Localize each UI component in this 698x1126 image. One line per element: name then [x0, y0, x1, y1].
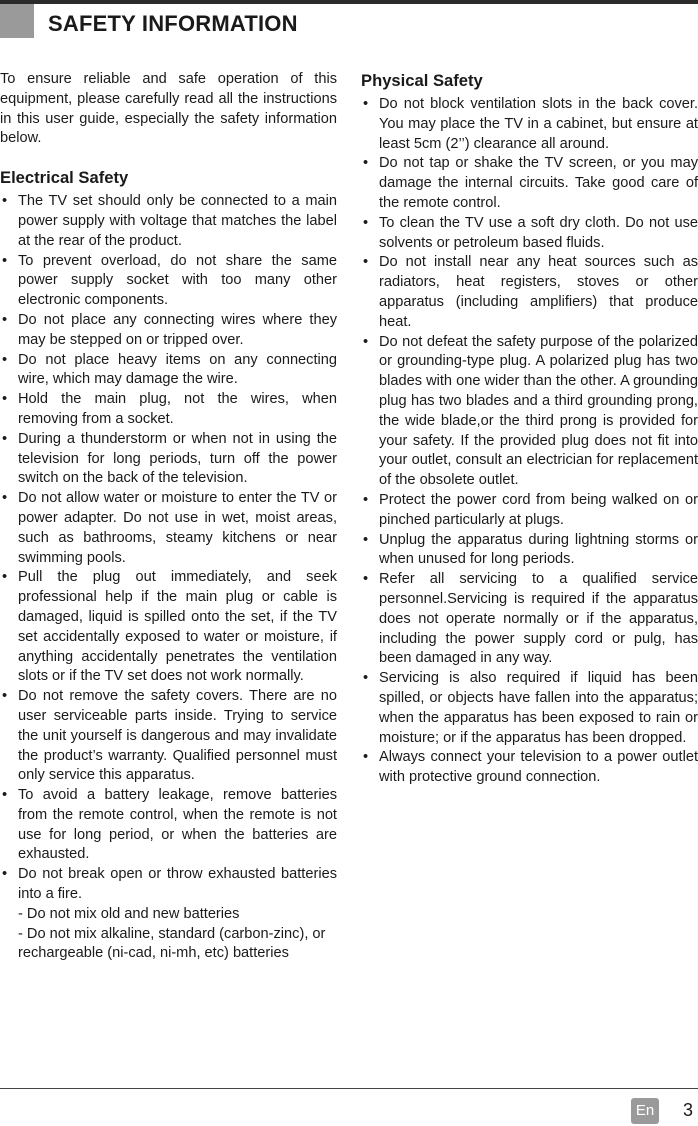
list-item: • Do not block ventilation slots in the back cover. You may place the TV in a cabinet, but ensure at least 5cm (2’’) clearance all around.: [361, 95, 698, 154]
list-item: • Do not place any connecting wires where they may be stepped on or tripped over.: [0, 311, 337, 351]
page-number: 3: [683, 1100, 694, 1120]
list-item: • Pull the plug out immediately, and seek professional help if the main plug or cable is damaged, liquid is spilled onto the set, if the TV set accidentally exposed to water or moisture, if anything accidentally penetrates the ventilation slots or if the TV set does not work normally.: [0, 568, 337, 687]
right-column: [361, 70, 698, 788]
list-item: • Servicing is also required if liquid has been spilled, or objects have fallen into the apparatus; when the apparatus has been exposed to rain or moisture; or if the apparatus has been dropped.: [361, 669, 698, 748]
list-item: • Always connect your television to a power outlet with protective ground connection.: [361, 748, 698, 788]
list-item: • The TV set should only be connected to a main power supply with voltage that matches the label at the rear of the product.: [0, 192, 337, 251]
sub-item: - Do not mix old and new batteries: [18, 905, 240, 922]
left-column: [0, 70, 337, 964]
list-item: • Do not defeat the safety purpose of the polarized or grounding-type plug. A polarized plug has two blades with one wider than the other. A grounding plug has two blades and a third grounding prong, the wide blade,or the third prong is provided for your safety. If the provided plug does not fit into your outlet, consult an electrician for replacement of the obsolete outlet.: [361, 333, 698, 491]
physical-safety-heading: Physical Safety: [361, 71, 483, 90]
electrical-safety-heading: Electrical Safety: [0, 168, 129, 188]
list-item: • Protect the power cord from being walked on or pinched particularly at plugs.: [361, 491, 698, 531]
list-item: • To clean the TV use a soft dry cloth. Do not use solvents or petroleum based fluids.: [361, 214, 698, 254]
list-item: • Do not install near any heat sources such as radiators, heat registers, stoves or other apparatus (including amplifiers) that produce heat.: [361, 253, 698, 332]
list-item: • Hold the main plug, not the wires, when removing from a socket.: [0, 390, 337, 430]
electrical-safety-list: [0, 192, 337, 964]
list-item: • Do not tap or shake the TV screen, or you may damage the internal circuits. Take good care of the remote control.: [361, 154, 698, 213]
list-item: • Unplug the apparatus during lightning storms or when unused for long periods.: [361, 531, 698, 571]
list-item: • To avoid a battery leakage, remove batteries from the remote control, when the remote is not use for long period, or when the batteries are exhausted.: [0, 786, 337, 865]
list-item: • Do not place heavy items on any connecting wire, which may damage the wire.: [0, 351, 337, 391]
physical-safety-list: [361, 95, 698, 788]
sub-item: - Do not mix alkaline, standard (carbon-zinc), or rechargeable (ni-cad, ni-mh, etc) batteries: [18, 925, 326, 962]
list-item: • During a thunderstorm or when not in using the television for long periods, turn off the power switch on the back of the television.: [0, 430, 337, 489]
list-item-text: Do not break open or throw exhausted batteries into a fire.: [18, 866, 337, 903]
list-item: • Refer all servicing to a qualified service personnel.Servicing is required if the apparatus does not operate normally or if the apparatus, including the power supply cord or pulg, has been damaged in any way.: [361, 570, 698, 669]
list-item: • Do not remove the safety covers. There are no user serviceable parts inside. Trying to service the unit yourself is dangerous and may invalidate the product’s warranty. Qualified personnel must only service this apparatus.: [0, 687, 337, 786]
language-badge: En: [631, 1098, 659, 1124]
intro-paragraph: To ensure reliable and safe operation of this equipment, please carefully read all the instructions in this user guide, especially the safety information below.: [0, 71, 337, 147]
list-item: • Do not allow water or moisture to enter the TV or power adapter. Do not use in wet, moist areas, such as bathrooms, steamy kitchens or near swimming pools.: [0, 489, 337, 568]
list-item-batteries: [0, 865, 337, 964]
footer-rule: [0, 1088, 698, 1089]
page-title: SAFETY INFORMATION: [48, 11, 298, 36]
header-marker-block: [0, 4, 34, 38]
top-rule: [0, 0, 698, 4]
list-item: • To prevent overload, do not share the same power supply socket with too many other electronic components.: [0, 252, 337, 311]
